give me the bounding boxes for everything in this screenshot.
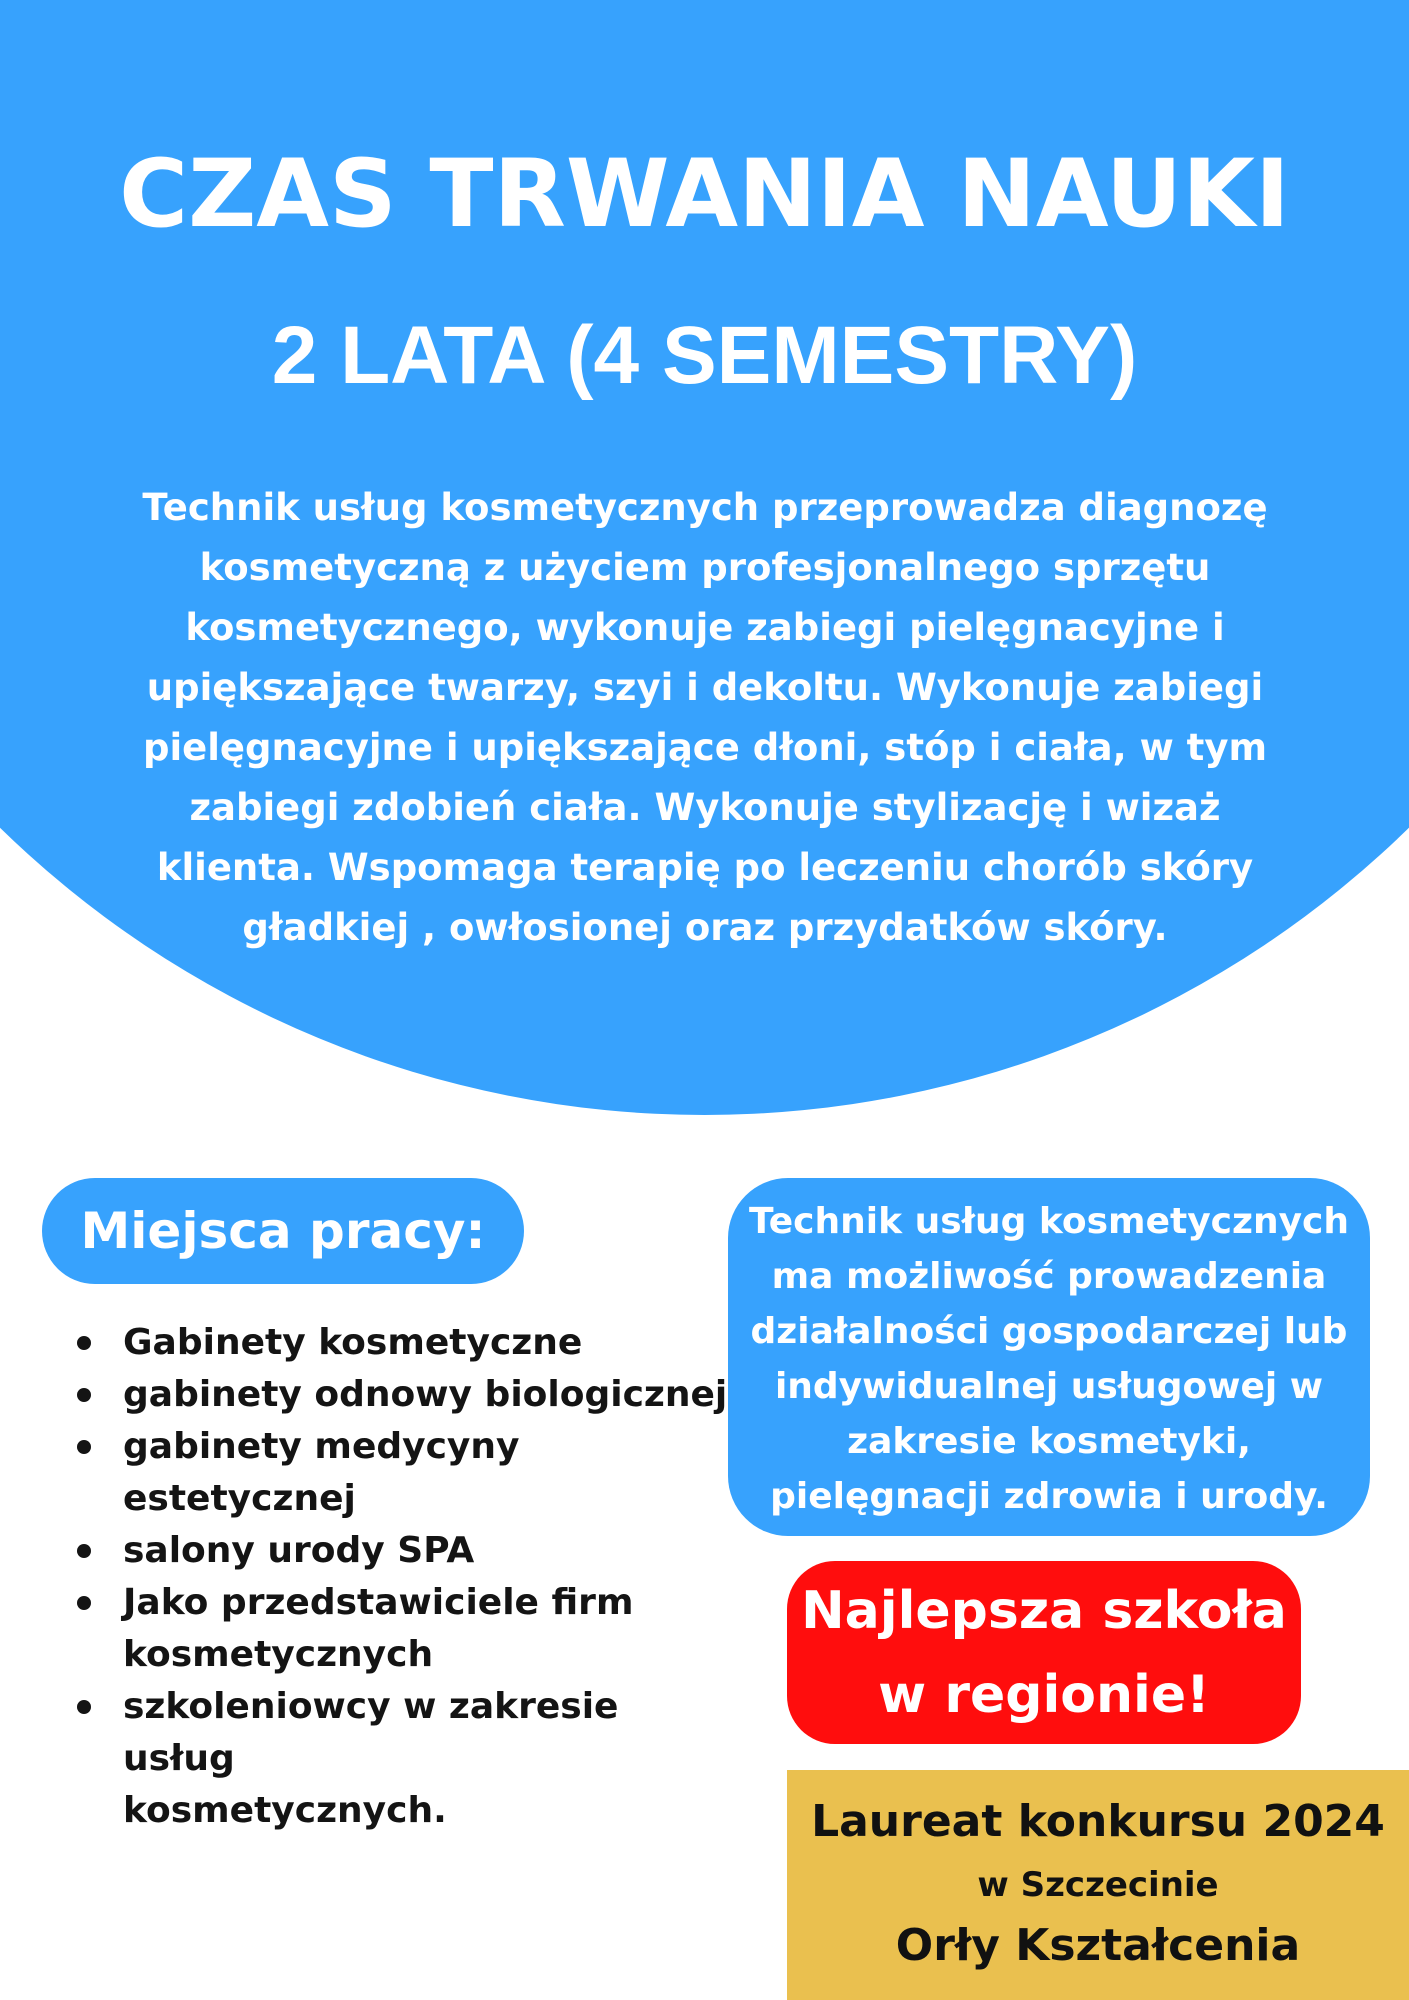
laureate-city: w Szczecinie (977, 1865, 1219, 1905)
list-item-text: gabinety medycyny (123, 1426, 520, 1467)
list-item (65, 1577, 735, 1681)
best-school-line: Najlepsza szkoła (801, 1581, 1287, 1641)
best-school-line: w regionie! (878, 1665, 1210, 1725)
study-duration: 2 LATA (4 SEMESTRY) (271, 310, 1138, 401)
business-info-line: pielęgnacji zdrowia i urody. (770, 1476, 1328, 1517)
list-item-text: Jako przedstawiciele firm (123, 1582, 634, 1623)
bullet-icon (77, 1700, 91, 1714)
list-item (65, 1525, 735, 1577)
list-item-text: szkoleniowcy w zakresie usług (123, 1686, 619, 1779)
profession-description (95, 478, 1315, 958)
business-info-line: ma możliwość prowadzenia (771, 1256, 1327, 1297)
list-item-text: estetycznej (123, 1478, 356, 1519)
description-line: zabiegi zdobień ciała. Wykonuje stylizację i wizaż (189, 786, 1221, 829)
description-line: upiększające twarzy, szyi i dekoltu. Wykonuje zabiegi (146, 666, 1264, 709)
description-line: pielęgnacyjne i upiększające dłoni, stóp i ciała, w tym (142, 726, 1268, 769)
workplaces-heading: Miejsca pracy: (42, 1178, 524, 1284)
laureate-award-box (787, 1770, 1409, 2000)
bullet-icon (77, 1544, 91, 1558)
list-item-text: Gabinety kosmetyczne (123, 1322, 583, 1363)
business-info-line: Technik usług kosmetycznych (748, 1201, 1350, 1242)
description-line: gładkiej , owłosionej oraz przydatków skóry. (242, 906, 1168, 949)
list-item-text: kosmetycznych (123, 1634, 434, 1675)
description-line: kosmetyczną z użyciem profesjonalnego sprzętu (199, 546, 1211, 589)
list-item-text: kosmetycznych. (123, 1790, 447, 1831)
bullet-icon (77, 1440, 91, 1454)
list-item (65, 1369, 735, 1421)
list-item (65, 1681, 735, 1837)
list-item-text: salony urody SPA (123, 1530, 475, 1571)
description-line: kosmetycznego, wykonuje zabiegi pielęgnacyjne i (185, 606, 1225, 649)
list-item (65, 1421, 735, 1525)
laureate-title: Laureat konkursu 2024 (811, 1796, 1385, 1847)
business-info-line: działalności gospodarczej lub (750, 1311, 1348, 1352)
list-item (65, 1317, 735, 1369)
workplaces-list (65, 1317, 735, 1837)
business-info-line: indywidualnej usługowej w (774, 1366, 1324, 1407)
bullet-icon (77, 1388, 91, 1402)
description-line: klienta. Wspomaga terapię po leczeniu chorób skóry (156, 846, 1254, 889)
bullet-icon (77, 1596, 91, 1610)
bullet-icon (77, 1336, 91, 1350)
business-info-box (728, 1178, 1370, 1536)
page-title: CZAS TRWANIA NAUKI (119, 140, 1290, 249)
list-item-text: gabinety odnowy biologicznej (123, 1374, 728, 1415)
business-info-line: zakresie kosmetyki, (847, 1421, 1251, 1462)
description-line: Technik usług kosmetycznych przeprowadza diagnozę (142, 486, 1268, 529)
best-school-badge (787, 1561, 1301, 1744)
laureate-award-name: Orły Kształcenia (895, 1920, 1301, 1971)
